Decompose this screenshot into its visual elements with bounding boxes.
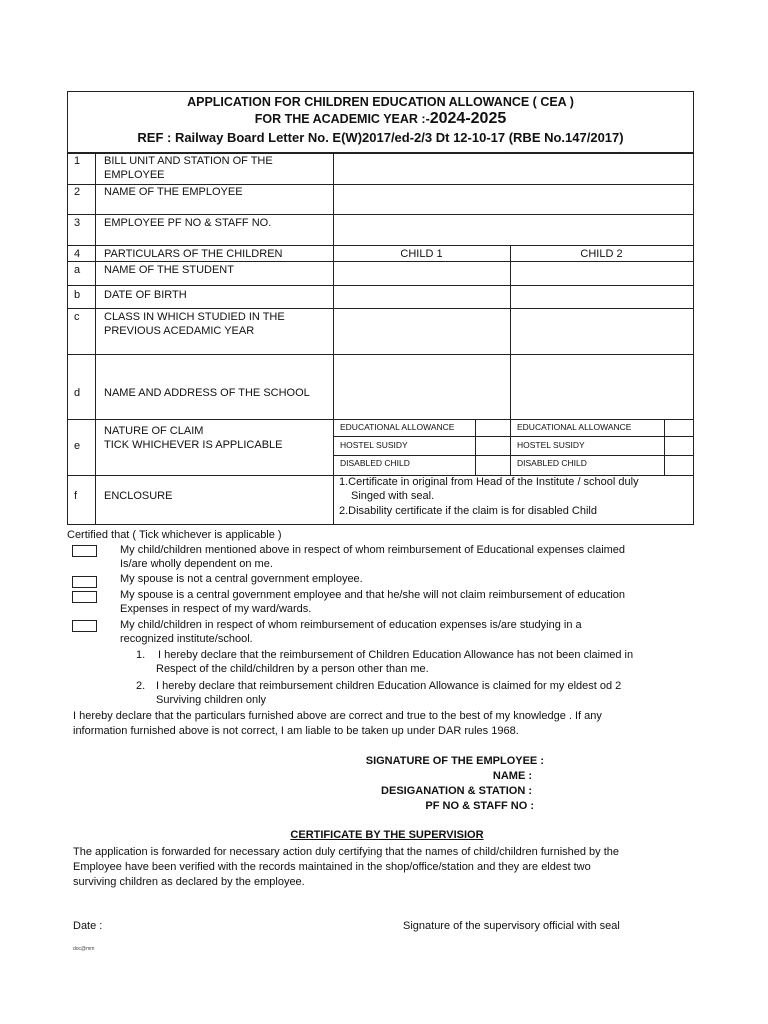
row-number: 3 (74, 217, 81, 229)
supervisor-text-2: Employee have been verified with the records maintained in the shop/office/station and they are eldest two (73, 861, 591, 873)
supervisor-text-1: The application is forwarded for necessary action duly certifying that the names of child/children furnished by the (73, 846, 620, 858)
row-number: b (74, 289, 81, 301)
child1-header: CHILD 1 (400, 248, 443, 260)
child2-claim-educational: EDUCATIONAL ALLOWANCE (517, 422, 632, 432)
certify-checkbox-4[interactable] (72, 620, 97, 632)
label-employee-name: NAME OF THE EMPLOYEE (104, 186, 243, 198)
label-enclosure: ENCLOSURE (104, 490, 173, 502)
label-date-of-birth: DATE OF BIRTH (104, 289, 187, 301)
certified-intro: Certified that ( Tick whichever is applicable ) (67, 529, 282, 541)
certify-checkbox-1[interactable] (72, 545, 97, 557)
academic-year-label: FOR THE ACADEMIC YEAR :- (254, 112, 430, 126)
child2-claim-disabled: DISABLED CHILD (517, 458, 587, 468)
child1-claim-educational: EDUCATIONAL ALLOWANCE (340, 422, 455, 432)
certify-text-1: My child/children mentioned above in respect of whom reimbursement of Educational expenses claimed (120, 544, 626, 556)
label-student-name: NAME OF THE STUDENT (104, 264, 234, 276)
enclosure-item-2: 2.Disability certificate if the claim is for disabled Child (339, 505, 597, 517)
row-number: 4 (74, 248, 81, 260)
row-number: 1 (74, 155, 81, 167)
child1-claim-hostel: HOSTEL SUSIDY (340, 440, 408, 450)
certify-checkbox-2[interactable] (72, 576, 97, 588)
row-number: c (74, 311, 80, 323)
enclosure-item-1: 1.Certificate in original from Head of the Institute / school duly (339, 476, 639, 488)
label-particulars-children: PARTICULARS OF THE CHILDREN (104, 248, 283, 260)
child2-header: CHILD 2 (580, 248, 623, 260)
declaration-2: I hereby declare that reimbursement children Education Allowance is claimed for my eldest od 2 (156, 680, 622, 692)
certify-checkbox-3[interactable] (72, 591, 97, 603)
row-number: d (74, 387, 81, 399)
form-table (67, 153, 694, 525)
form-title: APPLICATION FOR CHILDREN EDUCATION ALLOWANCE ( CEA ) (187, 95, 574, 109)
child2-claim-hostel: HOSTEL SUSIDY (517, 440, 585, 450)
supervisor-signature-label: Signature of the supervisory official with seal (403, 920, 620, 932)
footer-mark: doc@mm (73, 946, 95, 952)
employee-signature-label: SIGNATURE OF THE EMPLOYEE : (365, 755, 544, 767)
row-number: 2 (74, 186, 81, 198)
final-declaration-cont: information furnished above is not correct, I am liable to be taken up under DAR rules 1968. (73, 725, 519, 737)
employee-designation-label: DESIGANATION & STATION : (381, 785, 532, 797)
label-nature-of-claim: NATURE OF CLAIM (104, 425, 204, 437)
form-header (67, 91, 694, 153)
row-number: f (74, 490, 78, 502)
certify-text-2: My spouse is not a central government employee. (120, 573, 363, 585)
declaration-2-cont: Surviving children only (156, 694, 267, 706)
final-declaration: I hereby declare that the particulars furnished above are correct and true to the best of my knowledge . If any (73, 710, 602, 722)
label-bill-unit: BILL UNIT AND STATION OF THE EMPLOYEE (104, 155, 273, 181)
label-previous-class: CLASS IN WHICH STUDIED IN THE PREVIOUS ACEDAMIC YEAR (104, 311, 285, 337)
certify-text-3-cont: Expenses in respect of my ward/wards. (120, 603, 312, 615)
enclosure-item-1-cont: Singed with seal. (351, 490, 435, 502)
row-number: e (74, 440, 81, 452)
reference-line: REF : Railway Board Letter No. E(W)2017/ed-2/3 Dt 12-10-17 (RBE No.147/2017) (137, 130, 624, 145)
label-tick-applicable: TICK WHICHEVER IS APPLICABLE (104, 439, 283, 451)
certify-text-3: My spouse is a central government employee and that he/she will not claim reimbursement of education (120, 589, 626, 601)
supervisor-heading: CERTIFICATE BY THE SUPERVISIOR (290, 829, 484, 841)
declaration-1-cont: Respect of the child/children by a person other than me. (156, 663, 429, 675)
academic-year-value: 2024-2025 (429, 110, 507, 127)
row-number: a (74, 264, 81, 276)
academic-year-line (68, 110, 693, 128)
certify-text-4: My child/children in respect of whom reimbursement of education expenses is/are studying in a (120, 619, 582, 631)
date-label: Date : (73, 920, 103, 932)
label-school-address: NAME AND ADDRESS OF THE SCHOOL (104, 387, 310, 399)
declaration-1: I hereby declare that the reimbursement of Children Education Allowance has not been claimed in (158, 649, 634, 661)
declaration-number: 1. (136, 649, 146, 661)
certify-text-4-cont: recognized institute/school. (120, 633, 253, 645)
label-pf-staff-no: EMPLOYEE PF NO & STAFF NO. (104, 217, 272, 229)
declaration-number: 2. (136, 680, 146, 692)
certify-text-1-cont: Is/are wholly dependent on me. (120, 558, 273, 570)
employee-pf-label: PF NO & STAFF NO : (425, 800, 534, 812)
employee-name-label: NAME : (492, 770, 532, 782)
supervisor-text-3: surviving children as declared by the employee. (73, 876, 305, 888)
child1-claim-disabled: DISABLED CHILD (340, 458, 410, 468)
